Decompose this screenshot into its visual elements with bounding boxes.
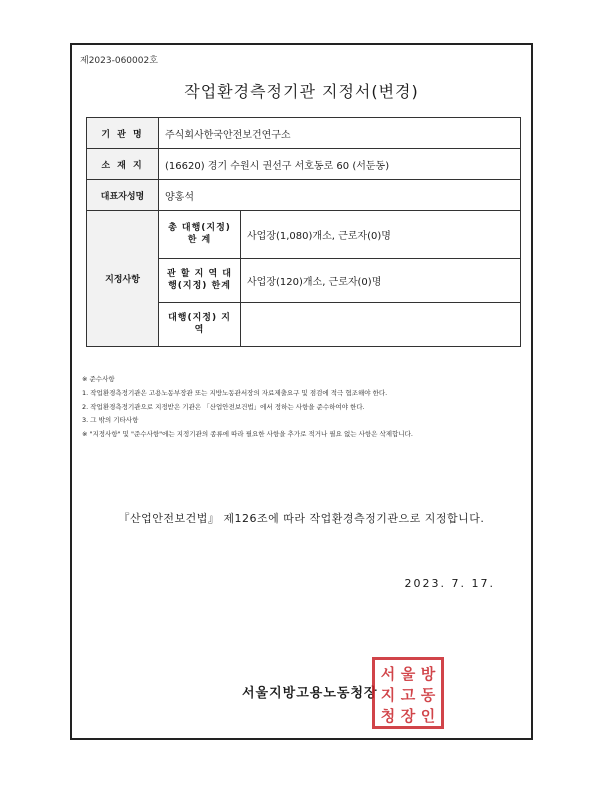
document-number: 제2023-060002호: [80, 56, 158, 66]
seal-character: 지: [380, 686, 396, 704]
region-value: [241, 303, 521, 347]
notes-heading: ※ 준수사항: [82, 375, 115, 383]
issuer-name: 서울지방고용노동청장: [242, 686, 378, 701]
agency-value: 주식회사한국안전보건연구소: [159, 118, 521, 149]
representative-row: [87, 180, 521, 211]
seal-character: 울: [400, 665, 416, 683]
legal-statement: 『산업안전보건법』 제126조에 따라 작업환경측정기관으로 지정합니다.: [118, 512, 485, 525]
note-item: 2. 작업환경측정기관으로 지정받은 기관은 「산업안전보건법」에서 정하는 사항을 준수하여야 한다.: [82, 402, 365, 411]
document-title: 작업환경측정기관 지정서(변경): [184, 82, 419, 101]
issue-date: 2023. 7. 17.: [404, 577, 495, 590]
total-limit-value: 사업장(1,080)개소, 근로자(0)명: [241, 211, 521, 259]
seal-character: 고: [400, 686, 416, 704]
designation-label: 지정사항: [87, 211, 159, 347]
address-row: [87, 149, 521, 180]
district-limit-label: 관 할 지 역 대행(지정) 한계: [159, 259, 241, 303]
compliance-notes: [82, 375, 522, 444]
district-limit-value: 사업장(120)개소, 근로자(0)명: [241, 259, 521, 303]
total-limit-row: [87, 211, 521, 259]
representative-value: 양홍석: [159, 180, 521, 211]
seal-character: 인: [420, 707, 436, 725]
total-limit-label: 총 대행(지정) 한 계: [159, 211, 241, 259]
agency-label: 기 관 명: [87, 118, 159, 149]
seal-character: 방: [420, 665, 436, 683]
representative-label: 대표자성명: [87, 180, 159, 211]
seal-character: 장: [400, 707, 416, 725]
seal-character: 서: [380, 665, 396, 683]
designation-table: [86, 117, 521, 347]
address-value: (16620) 경기 수원시 권선구 서호동로 60 (서둔동): [159, 149, 521, 180]
note-item: ※ "지정사항" 및 "준수사항"에는 지정기관의 종류에 따라 필요한 사항을 추가로 적거나 필요 없는 사항은 삭제합니다.: [82, 430, 413, 438]
address-label: 소 재 지: [87, 149, 159, 180]
agency-row: [87, 118, 521, 149]
certificate-frame: [70, 43, 533, 740]
seal-character: 청: [380, 707, 396, 725]
note-item: 3. 그 밖의 기타사항: [82, 416, 139, 425]
official-seal-icon: [372, 657, 444, 729]
region-label: 대행(지정) 지역: [159, 303, 241, 347]
note-item: 1. 작업환경측정기관은 고용노동부장관 또는 지방노동관서장의 자료제출요구 및 점검에 적극 협조해야 한다.: [82, 388, 388, 397]
seal-character: 동: [420, 686, 436, 704]
